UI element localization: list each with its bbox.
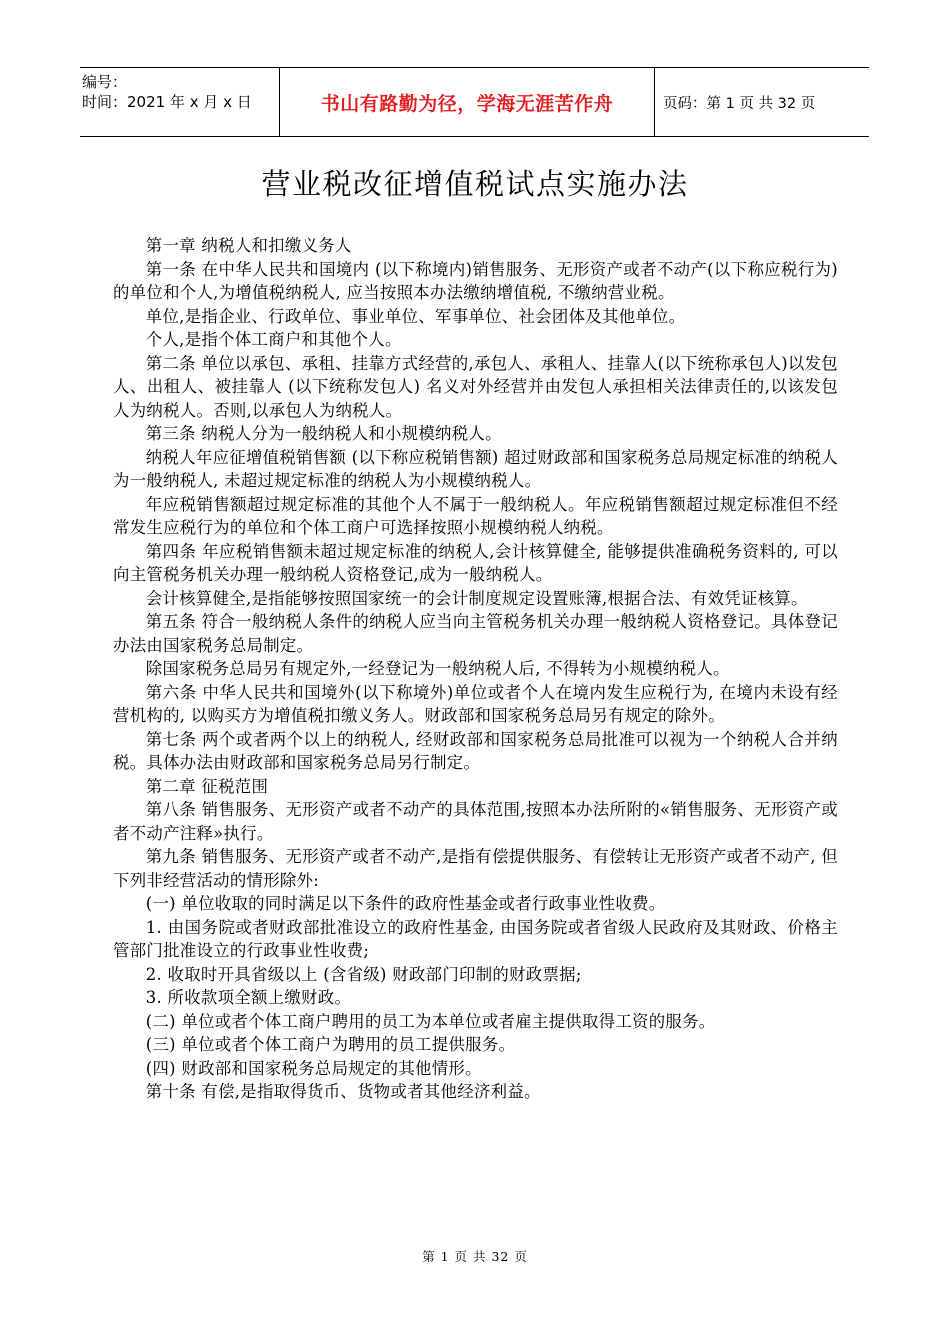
paragraph: 第八条 销售服务、无形资产或者不动产的具体范围,按照本办法所附的«销售服务、无形资产或者不动产注释»执行。 <box>113 800 838 843</box>
paragraph: 第六条 中华人民共和国境外(以下称境外)单位或者个人在境内发生应税行为, 在境内未设有经营机构的, 以购买方为增值税扣缴义务人。财政部和国家税务总局另有规定的除外。 <box>113 682 838 725</box>
paragraph: 1. 由国务院或者财政部批准设立的政府性基金, 由国务院或者省级人民政府及其财政、价格主管部门批准设立的行政事业性收费; <box>113 917 838 960</box>
paragraph: 除国家税务总局另有规定外,一经登记为一般纳税人后, 不得转为小规模纳税人。 <box>145 659 730 678</box>
paragraph: 第二条 单位以承包、承租、挂靠方式经营的,承包人、承租人、挂靠人(以下统称承包人)以发包人、出租人、被挂靠人 (以下统称发包人) 名义对外经营并由发包人承担相关法律责任的,以该发包人为纳税人。否则,以承包人为纳税人。 <box>113 353 838 420</box>
paragraph: 第十条 有偿,是指取得货币、货物或者其他经济利益。 <box>145 1082 541 1101</box>
document-body <box>113 234 838 1104</box>
page-info-cell <box>655 68 869 136</box>
paragraph: 单位,是指企业、行政单位、事业单位、军事单位、社会团体及其他单位。 <box>145 306 686 326</box>
document-title: 营业税改征增值税试点实施办法 <box>261 167 689 201</box>
paragraph: (四) 财政部和国家税务总局规定的其他情形。 <box>145 1058 482 1078</box>
number-label: 编号： <box>82 73 128 91</box>
paragraph: 第七条 两个或者两个以上的纳税人, 经财政部和国家税务总局批准可以视为一个纳税人合并纳税。具体办法由财政部和国家税务总局另行制定。 <box>113 729 838 772</box>
paragraph: 纳税人年应征增值税销售额 (以下称应税销售额) 超过财政部和国家税务总局规定标准的纳税人为一般纳税人, 未超过规定标准的纳税人为小规模纳税人。 <box>113 447 838 490</box>
paragraph: 第一条 在中华人民共和国境内 (以下称境内)销售服务、无形资产或者不动产(以下称应税行为)的单位和个人,为增值税纳税人, 应当按照本办法缴纳增值税, 不缴纳营业税。 <box>113 259 838 302</box>
paragraph: (一) 单位收取的同时满足以下条件的政府性基金或者行政事业性收费。 <box>145 894 666 913</box>
paragraph: 会计核算健全,是指能够按照国家统一的会计制度规定设置账簿,根据合法、有效凭证核算。 <box>145 588 808 608</box>
paragraph: 2. 收取时开具省级以上 (含省级) 财政部门印制的财政票据; <box>145 964 582 984</box>
paragraph: 年应税销售额超过规定标准的其他个人不属于一般纳税人。年应税销售额超过规定标准但不经常发生应税行为的单位和个体工商户可选择按照小规模纳税人纳税。 <box>113 494 838 537</box>
paragraph: 第九条 销售服务、无形资产或者不动产,是指有偿提供服务、有偿转让无形资产或者不动产, 但下列非经营活动的情形除外: <box>113 847 838 890</box>
paragraph: 第三条 纳税人分为一般纳税人和小规模纳税人。 <box>145 424 502 443</box>
time-label: 时间：2021 年 x 月 x 日 <box>82 93 252 111</box>
paragraph: 第二章 征税范围 <box>145 776 269 796</box>
header-meta-cell <box>80 68 280 136</box>
page-footer: 第 1 页 共 32 页 <box>422 1249 528 1264</box>
header-table <box>80 67 869 137</box>
paragraph: 第五条 符合一般纳税人条件的纳税人应当向主管税务机关办理一般纳税人资格登记。具体登记办法由国家税务总局制定。 <box>113 612 838 655</box>
motto-cell <box>280 68 655 136</box>
paragraph: 个人,是指个体工商户和其他个人。 <box>145 330 402 349</box>
paragraph: (二) 单位或者个体工商户聘用的员工为本单位或者雇主提供取得工资的服务。 <box>145 1011 716 1031</box>
paragraph: 第四条 年应税销售额未超过规定标准的纳税人,会计核算健全, 能够提供准确税务资料的, 可以向主管税务机关办理一般纳税人资格登记,成为一般纳税人。 <box>113 541 838 584</box>
paragraph: (三) 单位或者个体工商户为聘用的员工提供服务。 <box>145 1035 516 1054</box>
motto-text: 书山有路勤为径，学海无涯苦作舟 <box>320 92 614 115</box>
paragraph: 第一章 纳税人和扣缴义务人 <box>145 236 352 255</box>
paragraph: 3. 所收款项全额上缴财政。 <box>145 988 352 1007</box>
page-info-text: 页码：第 1 页 共 32 页 <box>663 95 816 112</box>
